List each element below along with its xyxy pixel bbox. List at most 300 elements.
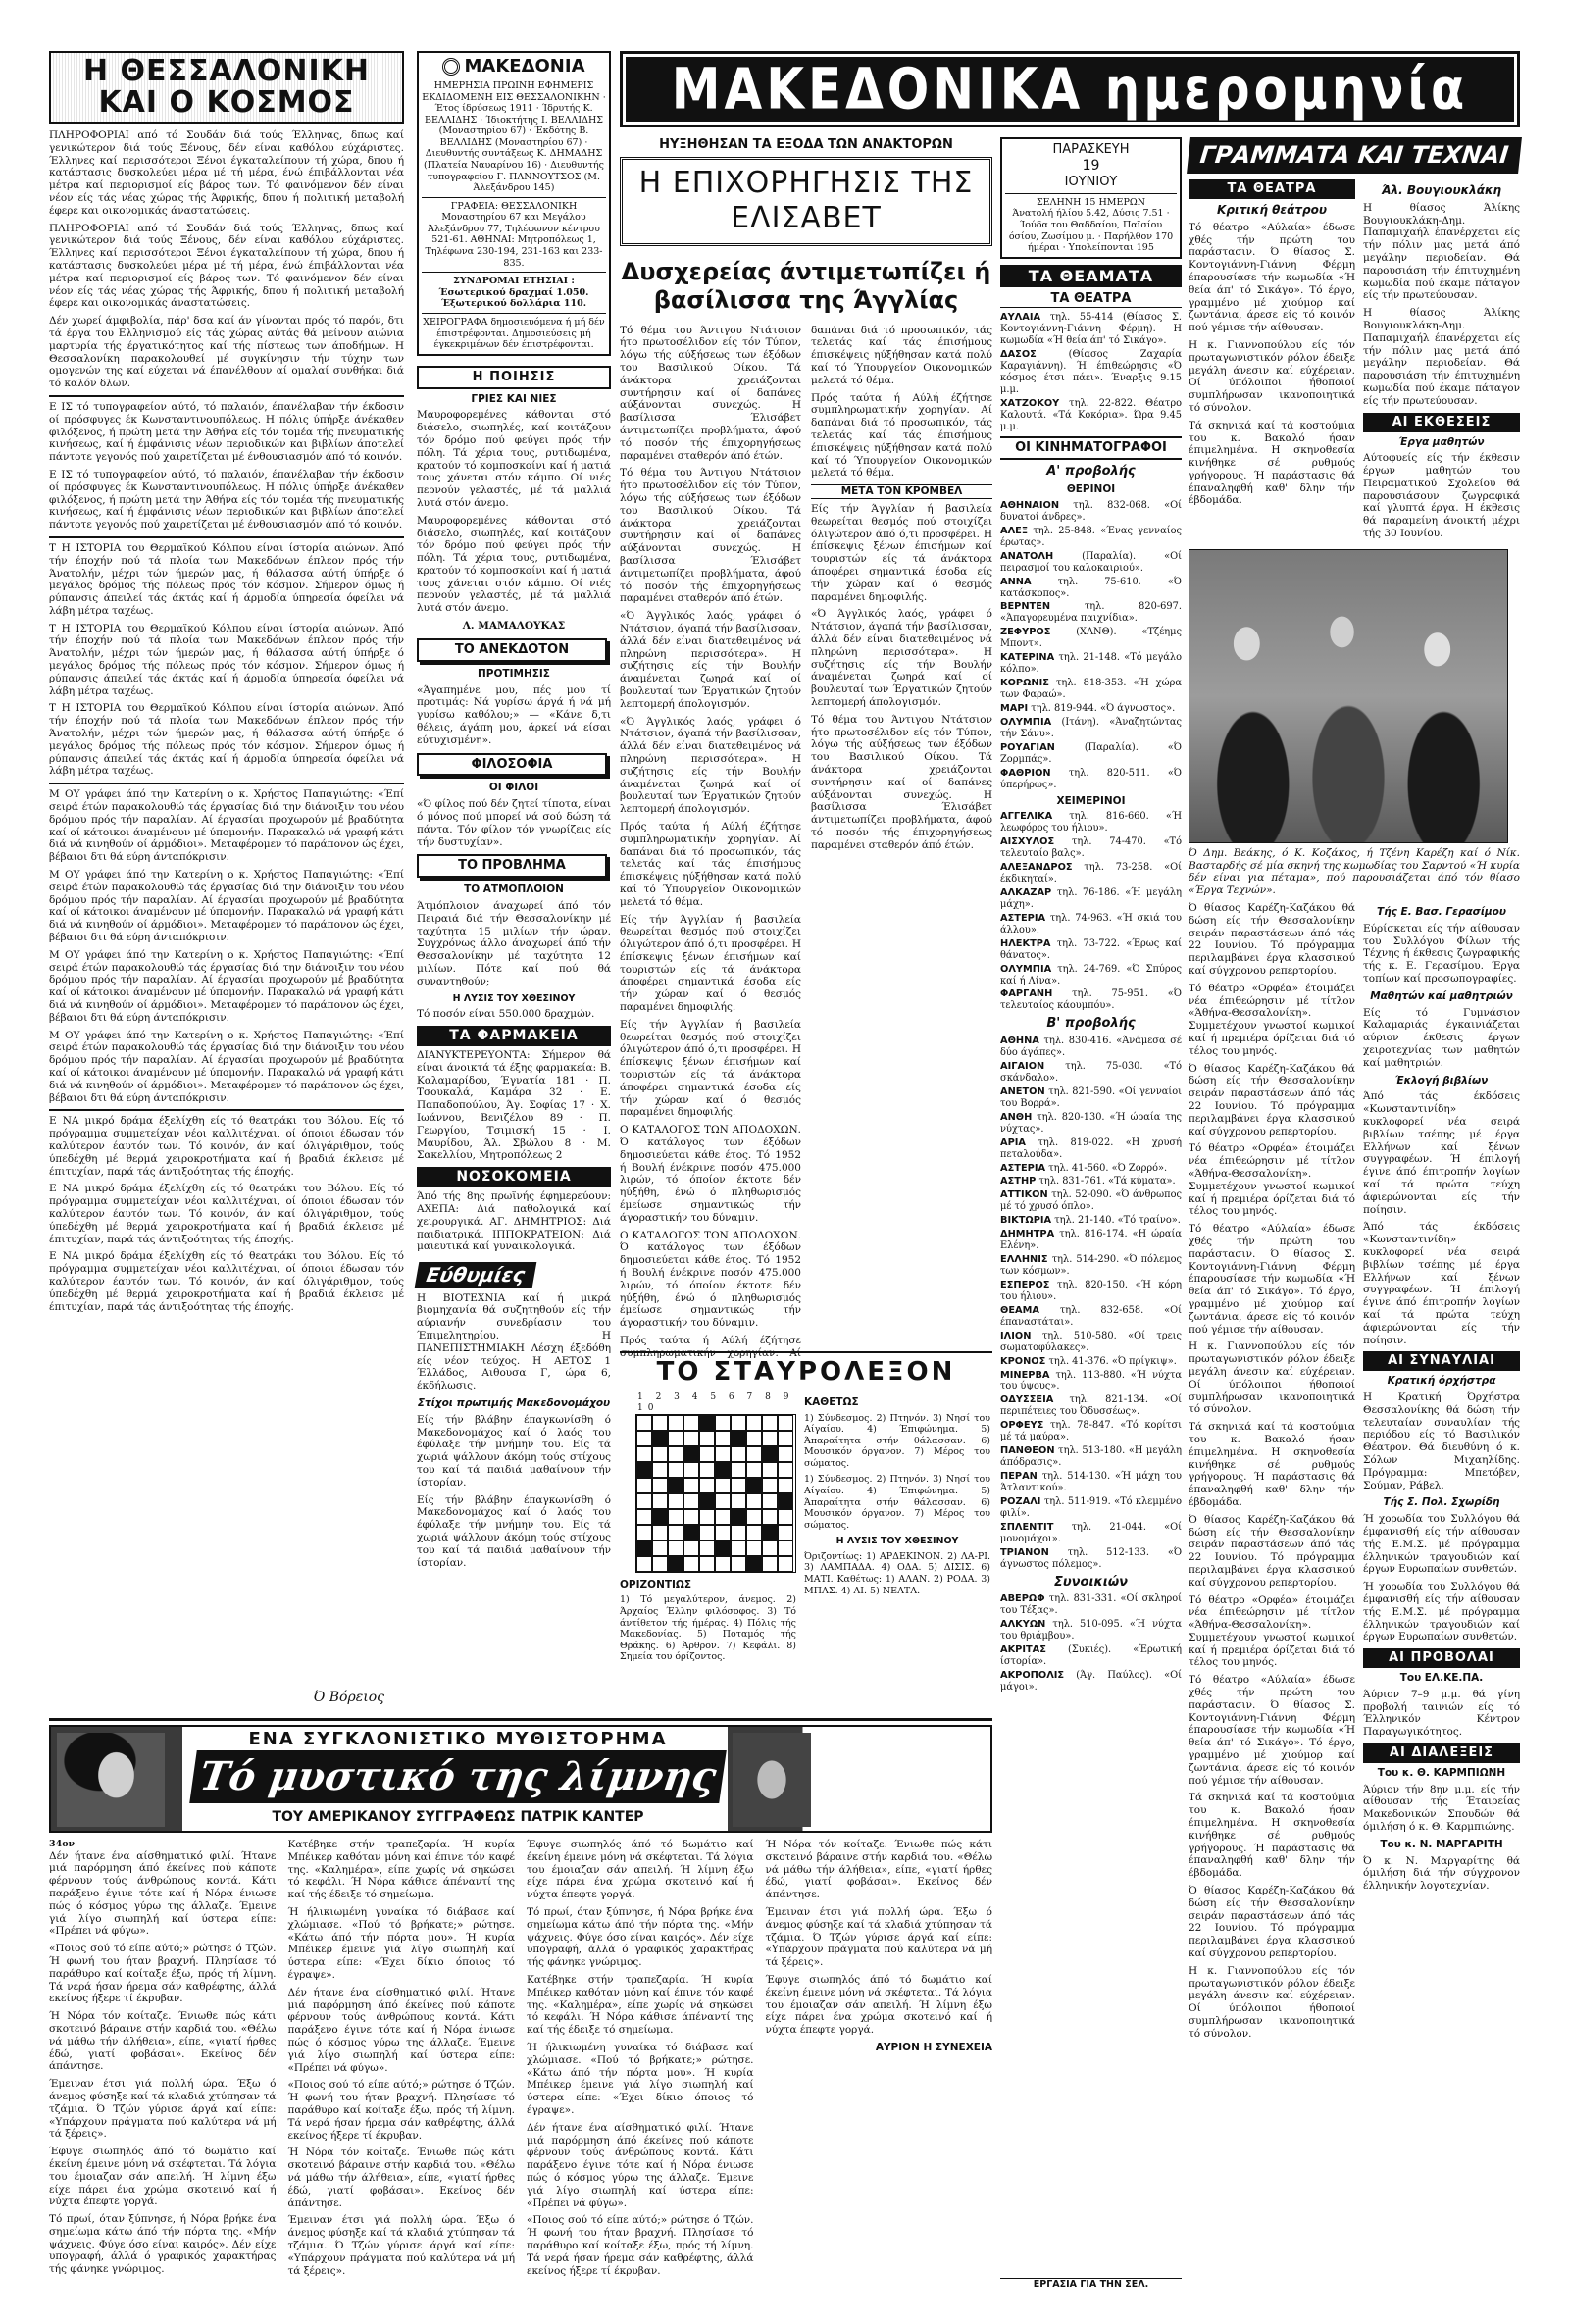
listing-text: τηλ. 832-068. «Οί δυνατοί άνδρες». (1000, 499, 1182, 523)
listing-text: τηλ. 831-331. «Οί σκληροί του Τέξας». (1000, 1593, 1182, 1617)
listing-name: ΦΑΘΡΙΟΝ (1000, 767, 1051, 779)
paragraph: Άπό τάς έκδόσεις «Κωνσταντινίδη» κυκλοφορεί νέα σειρά βιβλίων τσέπης μέ έργα Ελλήνων καί ξένων συγγραφέων. Ή έπιλογή έγινε άπό έπιτροπήν λογίων καί τά πρώτα τεύχη άφιερώνονται είς τήν ποίησιν. (1363, 1090, 1520, 1216)
paragraph: Άπό τάς έκδόσεις «Κωνσταντινίδη» κυκλοφορεί νέα σειρά βιβλίων τσέπης μέ έργα Ελλήνων καί ξένων συγγραφέων. Ή έπιλογή έγινε άπό έπιτροπήν λογίων καί τά πρώτα τεύχη άφιερώνονται είς τήν ποίησιν. (1363, 1221, 1520, 1346)
paragraph: Δέν ήτανε ένα αίσθηματικό φιλί. Ήτανε μιά παρόρμηση άπό έκείνες πού κάποτε φέρνουν τούς άνθρώπους κοντά. Κάτι παράξενο έγινε τότε καί ή Νόρα ένιωσε πώς ό κόσμος γύρω της άλλαζε. Έμεινε γιά λίγο σιωπηλή καί ύστερα είπε: «Πρέπει νά φύγω». (527, 2121, 754, 2209)
paragraph: Είς τήν Άγγλίαν ή βασιλεία θεωρείται θεσμός πού στοιχίζει όλιγώτερον άπό ό,τι προσφέρει. Η έπίσκεψις ξένων έπισήμων καί τουριστών είς τά άνάκτορα άποφέρει σημαντικά έσοδα είς τήν χώραν καί ό θεσμός παραμένει δημοφιλής. (620, 1018, 801, 1119)
crossword-grid (635, 1414, 796, 1573)
cinema-second-run: Β' προβολής (1046, 1016, 1136, 1032)
listing-item (1000, 1280, 1182, 1303)
listing-name: ΑΣΤΗΡ (1000, 1176, 1037, 1187)
paragraph: Τό θέατρο «Ορφέα» έτοιμάζει νέα έπιθεώρησιν μέ τίτλον «Άθήνα-Θεσσαλονίκη». Συμμετέχουν γνωστοί κωμικοί καί ή πρεμιέρα όρίζεται διά τό τέλος του μηνός. (1189, 982, 1355, 1057)
poet-name: Λ. ΜΑΜΑΛΟΥΚΑΣ (462, 620, 566, 632)
paragraph: «Ό Άγγλικός λαός, γράφει ό Ντάτσιον, άγαπά τήν βασίλισσαν, άλλά δέν είναι διατεθειμένος νά πληρώνη περισσότερα». Η συζήτησις είς τήν Βουλήν άναμένεται ζωηρά καί οί βουλευταί των Έργατικών ζητούν λεπτομερή άπολογισμόν. (620, 715, 801, 816)
listing-item (1000, 887, 1182, 911)
cinema-list-second (1000, 1036, 1182, 1570)
paragraph: Ό θίασος Καρέζη-Καζάκου θά δώση είς τήν Θεσσαλονίκην σειράν παραστάσεων άπό τάς 22 Ιουνίου. Τό πρόγραμμα περιλαμβάνει έργα κλασσικού καί σύγχρονου ρεπερτορίου. (1189, 1885, 1355, 1960)
queen-title: Η ΕΠΙΧΟΡΗΓΗΣΙΣ ΤΗΣ ΕΛΙΣΑΒΕΤ (620, 157, 992, 246)
verse: Είς τήν βλάβην έπαγκωνίσθη ό Μακεδονομάχος καί ό λαός του έφύλαξε τήν μνήμην του. Είς τά χωριά ψάλλουν άκόμη τούς στίχους του καί τά παιδιά μαθαίνουν τήν ίστορίαν. (417, 1413, 611, 1489)
paragraph: Κατέβηκε στήν τραπεζαρία. Ή κυρία Μπέικερ καθόταν μόνη καί έπινε τόν καφέ της. «Καλημέρα», είπε χωρίς νά σηκώσει τό κεφάλι. Ή Νόρα κάθισε άπέναντί της καί τής έδειξε τό σημείωμα. (527, 1973, 754, 2037)
poem: Μαυροφορεμένες κάθονται στό διάσελο, σιωπηλές, καί κοιτάζουν τόν δρόμο πού φεύγει πρός τήν πόλη. Τά χέρια τους, ρυτιδωμένα, κρατούν τό κομποσκοίνι καί ή ματιά τους χάνεται στόν κάμπο. Οί νιές περνούν γελαστές, μέ τά μαλλιά λυτά στόν άνεμο. (417, 514, 611, 615)
novel-portrait-man (733, 1733, 811, 1827)
listing-text: τηλ. 821-134. «Οί περιπέτειες του Όδυσσέως». (1000, 1394, 1182, 1418)
listing-text: τηλ. 76-186. «Ή μεγάλη μάχη». (1000, 886, 1182, 910)
listing-name: ΑΛΚΑΖΑΡ (1000, 886, 1052, 898)
listing-item (1000, 1547, 1182, 1571)
listing-text: τηλ. 74-963. «Ή σκιά του άλλου». (1000, 912, 1182, 935)
listing-text: (Θίασος Ζαχαρία Καραγιάννη). Ή έπιθεώρησις «Ό κόσμος έτσι πάει». Έναρξις 9.15 μ.μ. (1000, 348, 1182, 395)
listing-item (1000, 811, 1182, 834)
listing-text: τηλ. 510-580. «Οί τρεις σωματοφύλακες». (1000, 1330, 1182, 1353)
column-thessaloniki (49, 51, 404, 1708)
listing-item (1000, 1215, 1182, 1227)
title-line-1: Η ΘΕΣΣΑΛΟΝΙΚΗ (82, 54, 371, 88)
listing-text: τηλ. 113-880. «Ή νύχτα του ύψους». (1000, 1369, 1182, 1392)
cinema-list-summer (1000, 500, 1182, 791)
paragraph: ΠΛΗΡΟΦΟΡΙΑΙ από τό Σουδάν διά τούς Έλληνας, δπως καί γενικώτερον διά τούς Ξένους, δέν είναι καθόλου εύχάριστες. Έλληνες καί περισσότεροι Ξένοι έγκαταλείπουν τή χώρα, δπου ή κατάστασις δυσκολεύει μέρα μέ τή μέρα, ένώ έπιβάλλονται νέα μέτρα καί περιορισμοί είς βάρος των. Τό φαινόμενον δέν είναι νέον είς τάς νέας χώρας τής Άφρικής, δπου ή πολιτική μεταβολή έφερε και οικονομικάς άναστατώσεις. (49, 129, 404, 217)
listing-text: τηλ. 830-416. «Άνάμεσα σέ δύο άγάπες». (1000, 1036, 1182, 1059)
listing-name: ΑΒΕΡΩΦ (1000, 1593, 1045, 1605)
paragraph: Ε ΝΑ μικρό δράμα έξελίχθη είς τό θεατράκι του Βόλου. Είς τό πρόγραμμα συμμετείχαν νέοι καλλιτέχναι, οί όποιοι έδωσαν τόν καλύτερον έαυτόν των. Τό κοινόν, άν καί όλιγάριθμον, τούς ύπεδέχθη μέ θερμά χειροκροτήματα καί ή βραδιά έκλεισε μέ έπιτυχίαν, παρά τάς άντιξοότητας τής έποχής. (49, 1115, 404, 1178)
listing-name: ΑΛΕΞΑΝΔΡΟΣ (1000, 862, 1073, 874)
paragraph: Τά σκηνικά καί τά κοστούμια του κ. Βακαλό ήσαν έπιμελημένα. Η σκηνοθεσία κινήθηκε σέ ρυθμούς γρήγορους. Ή παράστασις θά έπαναληφθή καθ' δλην τήν έβδομάδα. (1189, 1421, 1355, 1508)
listing-text: (Παραλία). «Ό Ζορμπάς». (1000, 741, 1182, 765)
listing-item (1000, 742, 1182, 766)
listing-item (1000, 1394, 1182, 1418)
listing-name: ΣΠΛΕΝΤΙΤ (1000, 1521, 1054, 1533)
date-weekday: ΠΑΡΑΣΚΕΥΗ (1052, 142, 1130, 157)
listing-item (1000, 1644, 1182, 1668)
listing-item (1000, 768, 1182, 791)
listing-name: ΙΛΙΟΝ (1000, 1330, 1032, 1341)
problem-answer: Τό ποσόν είναι 550.000 δραχμών. (417, 1008, 595, 1021)
listing-item (1000, 1331, 1182, 1354)
listing-item (1000, 1496, 1182, 1520)
listing-text: τηλ. 816-660. «Ή λεωφόρος του ήλιου». (1000, 811, 1182, 834)
paragraph: Κατέβηκε στήν τραπεζαρία. Ή κυρία Μπέικερ καθόταν μόνη καί έπινε τόν καφέ της. «Καλημέρα», είπε χωρίς νά σηκώσει τό κεφάλι. Ή Νόρα κάθισε άπέναντί της καί τής έδειξε τό σημείωμα. (287, 1839, 515, 1901)
paragraph: Δέν χωρεί άμφιβολία, πάρ' δσα καί άν γίνονται πρός τό παρόν, δτι τά έργα του Ελληνισμού είς τάς χώρας αύτάς θά μείνουν αιώνια μαρτυρία τής έργατικότητος καί τής πίστεως των άποδήμων. Η Θεσσαλονίκη παρακολουθεί μέ συγκίνησιν τήν τύχην των ομογενών της καί εύχεται νά έπανέλθουν αί ομαλαί συνθήκαι διά τό καλόν δλων. (49, 315, 404, 390)
exhibition-title: Έργα μαθητών (1398, 435, 1485, 448)
theaters-list (1000, 312, 1182, 432)
poem: Μαυροφορεμένες κάθονται στό διάσελο, σιωπηλές, καί κοιτάζουν τόν δρόμο πού φεύγει πρός τήν πόλη. Τά χέρια τους, ρυτιδωμένα, κρατούν τό κομποσκοίνι καί ή ματιά τους χάνεται στόν κάμπο. Οί νιές περνούν γελαστές, μέ τά μαλλιά λυτά στόν άνεμο. (417, 409, 611, 509)
paragraph: Έφυγε σιωπηλός άπό τό δωμάτιο καί έκείνη έμεινε μόνη νά σκέφτεται. Τά λόγια του έμοιαζαν σάν απειλή. Ή λίμνη έξω είχε πάρει ένα χρώμα σκοτεινό καί ή νύχτα έπεφτε γοργά. (765, 1973, 992, 2037)
moon-info: ΣΕΛΗΝΗ 15 ΗΜΕΡΩΝ (1036, 196, 1146, 208)
listing-item (1000, 551, 1182, 575)
paragraph: Μ ΟΥ γράφει άπό την Κατερίνη ο κ. Χρήστος Παπαγιώτης: «Έπί σειρά έτών παρακολουθώ τάς έργασίας διά την διάνοιξιν του νέου δρόμου πρός τήν παραλίαν. Αί έργασίαι προχωρούν μέ βραδύτητα καί οί κάτοικοι άναμένουν μέ ύπομονήν. Παρακαλώ νά γραφή κάτι διά νά κινηθούν οί άρμόδιοι». Μεταφέρομεν τό παράπονον ώς έχει, βέβαιοι δτι θά εύρη άνταπόκρισιν. (49, 948, 404, 1024)
listing-item (1000, 1254, 1182, 1278)
cinema-summer: ΘΕΡΙΝΟΙ (1066, 483, 1116, 496)
paragraph: Ε ΝΑ μικρό δράμα έξελίχθη είς τό θεατράκι του Βόλου. Είς τό πρόγραμμα συμμετείχαν νέοι καλλιτέχναι, οί όποιοι έδωσαν τόν καλύτερον έαυτόν των. Τό κοινόν, άν καί όλιγάριθμον, τούς ύπεδέχθη μέ θερμά χειροκροτήματα καί ή βραδιά έκλεισε μέ έπιτυχίαν, παρά τάς άντιξοότητας τής έποχής. (49, 1250, 404, 1313)
listing-text: τηλ. 78-847. «Τό κορίτσι μέ τά μαύρα». (1000, 1420, 1182, 1443)
paragraph: Ή Νόρα τόν κοίταζε. Ένιωθε πώς κάτι σκοτεινό βάραινε στήν καρδιά του. «Θέλω νά μάθω τήν άλήθεια», είπε, «γιατί ήρθες έδώ, γιατί φοβάσαι». Εκείνος δέν άπάντησε. (765, 1839, 992, 1901)
crossword-across: 1) Τό μεγαλύτερον, άνεμος. 2) Άρχαίος Έλλην φιλόσοφος. 3) Τό άντίθετον τής ήμέρας. 4) Πόλις τής Μακεδονίας. 5) Ποταμός τής Θράκης. 6) Άρθρον. 7) Κεφάλι. 8) Σημεία του όρίζοντος. (620, 1594, 796, 1663)
paragraph: Δέν ήτανε ένα αίσθηματικό φιλί. Ήτανε μιά παρόρμηση άπό έκείνες πού κάποτε φέρνουν τούς άνθρώπους κοντά. Κάτι παράξενο έγινε τότε καί ή Νόρα ένιωσε πώς ό κόσμος γύρω της άλλαζε. Έμεινε γιά λίγο σιωπηλή καί ύστερα είπε: «Πρέπει νά φύγω». (49, 1849, 277, 1938)
paragraph: Η κ. Γιαννοπούλου είς τόν πρωταγωνιστικόν ρόλον έδειξε μεγάλη άνεσιν καί εύχέρειαν. Οί ύπόλοιποι ήθοποιοί συμπλήρωσαν ικανοποιητικά τό σύνολον. (1189, 1964, 1355, 2040)
shows-footer: ΕΡΓΑΣΙΑ ΓΙΑ ΤΗΝ ΣΕΛ. (1000, 2278, 1182, 2291)
paragraph: Τό θέμα του Άντιγου Ντάτσιον ήτο πρωτοσέλιδον είς τόν Τύπον, λόγω τής αύξήσεως των έξόδων του Βασιλικού Οίκου. Τά άνάκτορα χρειάζονται συντήρησιν καί οί δαπάνες αύξάνονται συνεχώς. Η βασίλισσα Έλισάβετ άντιμετωπίζει προβλήματα, άφού τό ποσόν τής έπιχορηγήσεως παραμένει σταθερόν άπό έτών. (811, 713, 992, 851)
paragraph: Άύριον 7–9 μ.μ. θά γίνη προβολή ταινιών είς τό Έλληνικόν Κέντρον Παραγωγικότητος. (1363, 1688, 1520, 1739)
paragraph: Η θίασος Άλίκης Βουγιουκλάκη-Δημ. Παπαμιχαήλ έπανέρχεται είς τήν πόλιν μας μετά άπό μεγάλην περιοδείαν. Θά παρουσιάση τήν έπιτυχημένη κωμωδία πού έκαμε πάταγον είς τήν πρωτεύουσαν. (1363, 307, 1520, 407)
paragraph: Εύρίσκεται είς τήν αίθουσαν του Συλλόγου Φίλων τής Τέχνης ή έκθεσις ζωγραφικής τής κ. Ε. Γερασίμου. Έργα τοπίων καί προσωπογραφίες. (1363, 922, 1520, 985)
paragraph: Μ ΟΥ γράφει άπό την Κατερίνη ο κ. Χρήστος Παπαγιώτης: «Έπί σειρά έτών παρακολουθώ τάς έργασίας διά την διάνοιξιν του νέου δρόμου πρός τήν παραλίαν. Αί έργασίαι προχωρούν μέ βραδύτητα καί οί κάτοικοι άναμένουν μέ ύπομονήν. Παρακαλώ νά γραφή κάτι διά νά κινηθούν οί άρμόδιοι». Μεταφέρομεν τό παράπονον ώς έχει, βέβαιοι δτι θά εύρη άνταπόκρισιν. (49, 1029, 404, 1104)
paragraph: Τό θέατρο «Αύλαία» έδωσε χθές τήν πρώτη του παράστασιν. Ό θίασος Σ. Κοντογιάννη-Γιάννη Φέρμη έπαρουσίασε τήν κωμωδία «Ή θεία άπ' τό Σικάγο». Τό έργο, γραμμένο μέ χιούμορ καί ζωντάνια, άρεσε είς τό κοινόν πού γέμισε τήν αίθουσαν. (1189, 1674, 1355, 1787)
theater-scene-photo (1189, 549, 1508, 843)
paper-info: ΗΜΕΡΗΣΙΑ ΠΡΩΙΝΗ ΕΦΗΜΕΡΙΣ ΕΚΔΙΔΟΜΕΝΗ ΕΙΣ ΘΕΣΣΑΛΟΝΙΚΗΝ · Έτος ίδρύσεως 1911 · Ίδρυτής Κ. ΒΕΛΛΙΔΗΣ · Ίδιοκτήτης Ι. ΒΕΛΛΙΔΗΣ (Μοναστηρίου 67) · Έκδότης Β. ΒΕΛΛΙΔΗΣ (Μοναστηρίου 67) · Διευθυντής συντάξεως Κ. ΔΗΜΑΔΗΣ (Πλατεία Ναυαρίνου 16) · Διευθυντής τυπογραφείου Γ. ΠΑΝΝΟΥΤΣΟΣ (Μ. Άλεξάνδρου 145) (422, 79, 606, 194)
paragraph: Ε ΙΣ τό τυπογραφείον αύτό, τό παλαιόν, έπανέλαβαν τήν έκδοσιν οί πρόσφυγες έκ Κωνσταντινουπόλεως. Η πόλις ύπήρξε άνέκαθεν φιλόξενος, ή πρώτη μετά την Άθήνα είς τόν τομέα τής πνευματικής κινήσεως, καί ή έμφάνισις νέων περιοδικών και βιβλίων άποτελεί πάντοτε γεγονός πού χαιρετίζεται μέ ένθουσιασμόν άπό τό κοινόν. (49, 468, 404, 531)
paragraph: Τό θέατρο «Ορφέα» έτοιμάζει νέα έπιθεώρησιν μέ τίτλον «Άθήνα-Θεσσαλονίκη». Συμμετέχουν γνωστοί κωμικοί καί ή πρεμιέρα όρίζεται διά τό τέλος του μηνός. (1189, 1142, 1355, 1218)
verse: Είς τήν βλάβην έπαγκωνίσθη ό Μακεδονομάχος καί ό λαός του έφύλαξε τήν μνήμην του. Είς τά χωριά ψάλλουν άκόμη τούς στίχους του καί τά παιδιά μαθαίνουν τήν ίστορίαν. (417, 1493, 611, 1569)
listing-text: τηλ. 820-511. «Ό ύπερήρως». (1000, 767, 1182, 790)
listing-text: τηλ. 511-919. «Τό κλεμμένο φιλί». (1000, 1495, 1182, 1519)
listing-name: ΕΣΠΕΡΟΣ (1000, 1279, 1050, 1290)
listing-name: ΡΟΖΑΛΙ (1000, 1495, 1041, 1507)
sun-emblem-icon (442, 58, 460, 76)
paragraph: «Ό Άγγλικός λαός, γράφει ό Ντάτσιον, άγαπά τήν βασίλισσαν, άλλά δέν είναι διατεθειμένος νά πληρώνη περισσότερα». Η συζήτησις είς τήν Βουλήν άναμένεται ζωηρά καί οί βουλευταί των Έργατικών ζητούν λεπτομερή άπολογισμόν. (620, 610, 801, 710)
paragraph: «Ό Άγγλικός λαός, γράφει ό Ντάτσιον, άγαπά τήν βασίλισσαν, άλλά δέν είναι διατεθειμένος νά πληρώνη περισσότερα». Η συζήτησις είς τήν Βουλήν άναμένεται ζωηρά καί οί βουλευταί των Έργατικών ζητούν λεπτομερή άπολογισμόν. (811, 608, 992, 708)
problem-title: ΤΟ ΑΤΜΟΠΛΟΙΟΝ (464, 884, 564, 896)
queen-headline: Δυσχερείας άντιμετωπίζει ή βασίλισσα της Άγγλίας (621, 258, 991, 314)
concert-title: Κρατική όρχήστρα (1387, 1375, 1496, 1388)
listing-name: ΑΝΑΤΟΛΗ (1000, 550, 1054, 562)
cinema-list-neighborhood (1000, 1593, 1182, 1693)
listing-name: ΑΘΗΝΑ (1000, 1036, 1039, 1047)
listing-text: τηλ. 514-130. «Ή μάχη του Άτλαντικού». (1000, 1471, 1182, 1493)
listing-name: ΕΛΛΗΝΙΣ (1000, 1254, 1048, 1266)
listing-text: τηλ. 21-148. «Τό μεγάλο κόλπο». (1000, 652, 1182, 676)
listing-text: τηλ. 55-414 (Θίασος Σ. Κοντογιάννη-Γιάννη Φέρμη). Η κωμωδία «Ή θεία άπ' τό Σικάγο». (1000, 312, 1182, 346)
crossword (620, 1351, 992, 1709)
section-banner-title: ΜΑΚΕΔΟΝΙΚΑ ημερομηνία (671, 56, 1469, 122)
date-day: 19 (1082, 157, 1100, 174)
listing-text: τηλ. 21-140. «Τό τραίνο». (1054, 1215, 1181, 1227)
listing-name: ΜΑΡΙ (1000, 702, 1029, 714)
philosophy-title: ΟΙ ΦΙΛΟΙ (488, 782, 539, 794)
listing-item (1000, 862, 1182, 885)
cinema-list-winter (1000, 811, 1182, 1012)
listing-text: τηλ. 22-822. Θέατρο Καλουτά. «Τά Κοκόρια». Ώρα 9.45 μ.μ. (1000, 397, 1182, 432)
listing-item (1000, 652, 1182, 676)
paper-subscriptions: ΣΥΝΔΡΟΜΑΙ ΕΤΗΣΙΑΙ : Έσωτερικού δραχμαί 1.050. Έξωτερικού δολλάρια 110. (438, 276, 589, 310)
arts-theater-heading: ΤΑ ΘΕΑΤΡΑ (1189, 179, 1355, 199)
section-banner (620, 51, 1520, 127)
listing-item (1000, 398, 1182, 433)
listing-item (1000, 964, 1182, 987)
paragraph: Έφυγε σιωπηλός άπό τό δωμάτιο καί έκείνη έμεινε μόνη νά σκέφτεται. Τά λόγια του έμοιαζαν σάν απειλή. Ή λίμνη έξω είχε πάρει ένα χρώμα σκοτεινό καί ή νύχτα έπεφτε γοργά. (49, 2146, 277, 2208)
paragraph: Πρός ταύτα ή Αύλή έζήτησε συμπληρωματικήν χορηγίαν. Αί δαπάναι διά τό προσωπικόν, τάς τελετάς καί τάς έπισήμους έπισκέψεις ηύξήθησαν κατά πολύ καί τό Ύπουργείον Οικονομικών μελετά τό θέμα. (620, 820, 801, 908)
listing-text: τηλ. 74-470. «Τό τελευταίο βαλς». (1000, 836, 1182, 860)
listing-name: ΖΕΦΥΡΟΣ (1000, 627, 1051, 638)
queen-caption: ΜΕΤΑ ΤΟΝ ΚΡΟΜΒΕΛ (811, 484, 992, 499)
paragraph: Ή χορωδία του Συλλόγου θά έμφανισθή είς τήν αίθουσαν τής Ε.Μ.Σ. μέ πρόγραμμα έλληνικών τραγουδιών καί έργων Ευρωπαίων συνθετών. (1363, 1581, 1520, 1643)
listing-item (1000, 349, 1182, 396)
listing-name: ΟΛΥΜΠΙΑ (1000, 963, 1052, 975)
paragraph: Ο ΚΑΤΑΛΟΓΟΣ ΤΩΝ ΑΠΟΔΟΧΩΝ. Ό κατάλογος των έξόδων δημοσιεύεται κάθε έτος. Τό 1952 ή Βουλή ένέκρινε ποσόν 475.000 λιρών, τό όποίον έκτοτε δέν ηύξήθη, ένώ ό πληθωρισμός έμείωσε σημαντικώς τήν άγοραστικήν του δύναμιν. (620, 1229, 801, 1330)
paragraph: Τ Η ΙΣΤΟΡΙΑ του Θερμαϊκού Κόλπου είναι ίστορία αιώνων. Άπό τήν έποχήν πού τά πλοία των Μακεδόνων έπλεον πρός τήν Άνατολήν, μέχρι τών ήμερών μας, ή θάλασσα αύτή ύπήρξε ό μεγάλος δρόμος τής πόλεως πρός τόν κόσμον. Σήμερον όμως ή ρύπανσις άπειλεί τάς άκτάς καί ή άρμοδία ύπηρεσία όφείλει νά λάβη μέτρα ταχέως. (49, 541, 404, 617)
listing-text: (Ιτάνη). «Άναζητώντας τήν Σάνυ». (1000, 716, 1182, 739)
column-arts (1189, 137, 1520, 2295)
listing-name: ΡΟΥΑΓΙΑΝ (1000, 741, 1055, 753)
listing-item (1000, 312, 1182, 347)
paragraph: Ή Νόρα τόν κοίταζε. Ένιωθε πώς κάτι σκοτεινό βάραινε στήν καρδιά του. «Θέλω νά μάθω τήν άλήθεια», είπε, «γιατί ήρθες έδώ, γιατί φοβάσαι». Εκείνος δέν άπάντησε. (49, 2010, 277, 2073)
listing-name: ΑΙΣΧΥΛΟΣ (1000, 836, 1055, 848)
crossword-across-heading: ΟΡΙΖΟΝΤΙΩΣ (620, 1578, 692, 1591)
listing-name: ΟΔΥΣΣΕΙΑ (1000, 1394, 1054, 1406)
novel-serial (49, 1718, 992, 2297)
lecture-2-title: Του κ. Ν. ΜΑΡΓΑΡΙΤΗ (1380, 1838, 1503, 1850)
anecdote-heading: ΤΟ ΑΝΕΚΔΟΤΟΝ (417, 638, 607, 662)
listing-item (1000, 1445, 1182, 1469)
column-shows (1000, 137, 1182, 2295)
listing-name: ΑΣΤΕΡΙΑ (1000, 912, 1046, 924)
problem-answer-heading: Η ΛΥΣΙΣ ΤΟΥ ΧΘΕΣΙΝΟΥ (452, 992, 576, 1004)
novel-byline: ΤΟΥ ΑΜΕΡΙΚΑΝΟΥ ΣΥΓΓΡΑΦΕΩΣ ΠΑΤΡΙΚ ΚΑΝΤΕΡ (272, 1809, 644, 1825)
column-masthead-info (417, 51, 611, 1708)
listing-item (1000, 526, 1182, 549)
listing-text: τηλ. 75-951. «Ό τελευταίος κάουμπόυ». (1000, 988, 1182, 1012)
listing-item (1000, 1137, 1182, 1161)
listing-text: τηλ. 819-022. «Η χρυσή πεταλούδα». (1000, 1137, 1182, 1160)
exhibitions-heading: ΑΙ ΕΚΘΕΣΕΙΣ (1363, 413, 1520, 432)
paragraph: «Ποιος σού τό είπε αύτό;» ρώτησε ό Τζών. Ή φωνή του ήταν βραχνή. Πλησίασε τό παράθυρο καί κοίταξε έξω, πρός τή λίμνη. Τά νερά ήσαν ήρεμα σάν καθρέφτης, άλλά εκείνος ήξερε τί έκρυβαν. (287, 2079, 515, 2142)
cinema-first-run: Α' προβολής (1046, 464, 1136, 480)
listing-name: ΑΘΗΝΑΙΟΝ (1000, 499, 1060, 511)
listing-name: ΟΛΥΜΠΙΑ (1000, 716, 1052, 728)
listing-item (1000, 1471, 1182, 1494)
listing-text: τηλ. 819-944. «Ό άγνωστος». (1031, 702, 1176, 714)
listing-name: ΑΙΓΑΙΟΝ (1000, 1061, 1045, 1073)
listing-text: τηλ. 75-030. «Τό σκάνδαλο». (1000, 1061, 1182, 1084)
listing-text: τηλ. 21-044. «Οί μονομάχοι». (1000, 1521, 1182, 1544)
queen-kicker: ΗΥΞΗΘΗΣΑΝ ΤΑ ΕΞΟΔΑ ΤΩΝ ΑΝΑΚΤΟΡΩΝ (659, 137, 953, 152)
listing-item (1000, 1593, 1182, 1617)
philosophy-heading: ΦΙΛΟΣΟΦΙΑ (417, 753, 607, 777)
listing-text: τηλ. 24-769. «Ό Σπύρος καί ή Λίνα». (1000, 963, 1182, 986)
paragraph: Τό θέατρο «Αύλαία» έδωσε χθές τήν πρώτη του παράστασιν. Ό θίασος Σ. Κοντογιάννη-Γιάννη Φέρμη έπαρουσίασε τήν κωμωδία «Ή θεία άπ' τό Σικάγο». Τό έργο, γραμμένο μέ χιούμορ καί ζωντάνια, άρεσε είς τό κοινόν πού γέμισε τήν αίθουσαν. (1189, 1223, 1355, 1336)
paragraph: Τό πρωί, όταν ξύπνησε, ή Νόρα βρήκε ένα σημείωμα κάτω άπό τήν πόρτα της. «Μήν ψάχνεις. Φύγε όσο είναι καιρός». Δέν είχε υπογραφή, άλλά ό γραφικός χαρακτήρας τής φάνηκε γνώριμος. (527, 1905, 754, 1969)
cinema-neighborhood: Συνοικιών (1054, 1574, 1128, 1590)
listing-name: ΑΝΕΤΟΝ (1000, 1086, 1045, 1097)
listing-name: ΠΑΝΘΕΟΝ (1000, 1445, 1055, 1457)
paragraph: Μ ΟΥ γράφει άπό την Κατερίνη ο κ. Χρήστος Παπαγιώτης: «Έπί σειρά έτών παρακολουθώ τάς έργασίας διά την διάνοιξιν του νέου δρόμου πρός τήν παραλίαν. Αί έργασίαι προχωρούν μέ βραδύτητα καί οί κάτοικοι άναμένουν μέ ύπομονήν. Παρακαλώ νά γραφή κάτι διά νά κινηθούν οί άρμόδιοι». Μεταφέρομεν τό παράπονον ώς έχει, βέβαιοι δτι θά εύρη άνταπόκρισιν. (49, 869, 404, 944)
paper-info-box (417, 51, 611, 356)
paragraph: Τό θέατρο «Αύλαία» έδωσε χθές τήν πρώτη του παράστασιν. Ό θίασος Σ. Κοντογιάννη-Γιάννη Φέρμη έπαρουσίασε τήν κωμωδία «Ή θεία άπ' τό Σικάγο». Τό έργο, γραμμένο μέ χιούμορ καί ζωντάνια, άρεσε είς τό κοινόν πού γέμισε τήν αίθουσαν. (1189, 221, 1355, 334)
listing-item (1000, 703, 1182, 715)
crossword-answer-heading: Η ΛΥΣΙΣ ΤΟΥ ΧΘΕΣΙΝΟΥ (835, 1536, 959, 1547)
listing-name: ΧΑΤΖΟΚΟΥ (1000, 397, 1060, 409)
listing-name: ΟΡΦΕΥΣ (1000, 1420, 1044, 1432)
paragraph: «Ποιος σού τό είπε αύτό;» ρώτησε ό Τζών. Ή φωνή του ήταν βραχνή. Πλησίασε τό παράθυρο καί κοίταξε έξω, πρός τή λίμνη. Τά νερά ήσαν ήρεμα σάν καθρέφτης, άλλά εκείνος ήξερε τί έκρυβαν. (49, 1943, 277, 2005)
paragraph: Ή ήλικιωμένη γυναίκα τό διάβασε καί χλώμιασε. «Πού τό βρήκατε;» ρώτησε. «Κάτω άπό τήν πόρτα μου». Ή κυρία Μπέικερ έμεινε γιά λίγο σιωπηλή καί ύστερα είπε: «Έχει δίκιο όποιος τό έγραψε». (527, 2041, 754, 2116)
anecdote: «Άγαπημένε μου, πές μου τί προτιμάς: Νά γυρίσω άργά ή νά μή γυρίσω καθόλου;» — «Κάνε δ,τι θέλεις, άγάπη μου, άρκεί νά είσαι εύτυχισμένη». (417, 683, 611, 746)
listing-text: τηλ. 832-658. «Οί έπαναστάται». (1000, 1304, 1182, 1328)
listing-name: ΠΕΡΑΝ (1000, 1471, 1038, 1483)
listing-item (1000, 577, 1182, 600)
listing-name: ΑΝΘΗ (1000, 1111, 1033, 1123)
listing-text: τηλ. 75-610. «Ό κατάσκοπος». (1000, 576, 1182, 599)
shows-heading: ΤΑ ΘΕΑΜΑΤΑ (1000, 265, 1182, 288)
novel-banner (49, 1725, 992, 1833)
listing-item (1000, 1619, 1182, 1642)
paragraph: Ή Νόρα τόν κοίταζε. Ένιωθε πώς κάτι σκοτεινό βάραινε στήν καρδιά του. «Θέλω νά μάθω τήν άλήθεια», είπε, «γιατί ήρθες έδώ, γιατί φοβάσαι». Εκείνος δέν άπάντησε. (287, 2147, 515, 2209)
listing-text: τηλ. 820-697. «Άπαγορευμένα παιχνίδια». (1000, 601, 1182, 625)
listing-name: ΔΗΜΗΤΡΑ (1000, 1229, 1055, 1240)
lectures-heading: ΑΙ ΔΙΑΛΕΞΕΙΣ (1363, 1743, 1520, 1763)
pharmacy: ΔΙΑΝΥΚΤΕΡΕΥΟΝΤΑ: Σήμερον θά είναι άνοικτά τά έξης φαρμακεία: Β. Καλαμαρίδου, Έγνατία 181 · Π. Τσουκαλά, Καμάρα 32 · Ε. Παπαδοπούλου, Άγ. Σοφίας 17 · Χ. Ιωάννου, Βενιζέλου 89 · Π. Γεωργίου, Τσιμισκή 15 · Ι. Μαυρίδου, Άλ. Σβώλου 8 · Μ. Σακελλίου, Μητροπόλεως 2 (417, 1049, 611, 1162)
paragraph: Τό πρωί, όταν ξύπνησε, ή Νόρα βρήκε ένα σημείωμα κάτω άπό τήν πόρτα της. «Μήν ψάχνεις. Φύγε όσο είναι καιρός». Δέν είχε υπογραφή, άλλά ό γραφικός χαρακτήρας τής φάνηκε γνώριμος. (49, 2213, 277, 2276)
paragraph: Είς τήν Άγγλίαν ή βασιλεία θεωρείται θεσμός πού στοιχίζει όλιγώτερον άπό ό,τι προσφέρει. Η έπίσκεψις ξένων έπισήμων καί τουριστών είς τά άνάκτορα άποφέρει σημαντικά έσοδα είς τήν χώραν καί ό θεσμός παραμένει δημοφιλής. (811, 503, 992, 603)
listing-text: τηλ. 831-761. «Τά κύματα». (1038, 1176, 1176, 1187)
listing-name: ΔΑΣΟΣ (1000, 348, 1037, 360)
listing-name: ΚΡΟΝΟΣ (1000, 1355, 1046, 1367)
paragraph: Η κ. Γιαννοπούλου είς τόν πρωταγωνιστικόν ρόλον έδειξε μεγάλη άνεσιν καί εύχέρειαν. Οί ύπόλοιποι ήθοποιοί συμπλήρωσαν ικανοποιητικά τό σύνολον. (1189, 338, 1355, 414)
paragraph: Έφυγε σιωπηλός άπό τό δωμάτιο καί έκείνη έμεινε μόνη νά σκέφτεται. Τά λόγια του έμοιαζαν σάν απειλή. Ή λίμνη έξω είχε πάρει ένα χρώμα σκοτεινό καί ή νύχτα έπεφτε γοργά. (527, 1839, 754, 1901)
listing-item (1000, 1420, 1182, 1443)
paragraph: Ό κ. Ν. Μαργαρίτης θά όμιλήση διά τήν σύγχρονον έλληνικήν λογοτεχνίαν. (1363, 1854, 1520, 1893)
listing-text: τηλ. 73-258. «Οί έκδικηταί». (1000, 862, 1182, 884)
crossword-numbers: 1 2 3 4 5 6 7 8 9 10 (637, 1391, 794, 1413)
listing-item (1000, 1163, 1182, 1175)
listing-text: τηλ. 41-560. «Ό Ζορρό». (1048, 1162, 1168, 1174)
paragraph: Είς τό Γυμνάσιον Καλαμαριάς έγκαινιάζεται αύριον έκθεσις έργων χειροτεχνίας των μαθητών καί μαθητριών. (1363, 1006, 1520, 1069)
listing-text: (Παραλία). «Οί πειρασμοί του καλοκαιριού». (1000, 550, 1182, 574)
crossword-down: 1) Σύνδεσμος. 2) Πτηνόν. 3) Νησί του Αίγαίου. 4) Έπιφώνημα. 5) Άπαραίτητα στήν θάλασσαν. 6) Μουσικόν όργανον. 7) Μέρος του σώματος. (804, 1412, 990, 1469)
paragraph: Τ Η ΙΣΤΟΡΙΑ του Θερμαϊκού Κόλπου είναι ίστορία αιώνων. Άπό τήν έποχήν πού τά πλοία των Μακεδόνων έπλεον πρός τήν Άνατολήν, μέχρι τών ήμερών μας, ή θάλασσα αύτή ύπήρξε ό μεγάλος δρόμος τής πόλεως πρός τόν κόσμον. Σήμερον όμως ή ρύπανσις άπειλεί τάς άκτάς καί ή άρμοδία ύπηρεσία όφείλει νά λάβη μέτρα ταχέως. (49, 702, 404, 778)
listing-item (1000, 1522, 1182, 1545)
listing-item (1000, 601, 1182, 625)
listing-item (1000, 500, 1182, 524)
paragraph: Τ Η ΙΣΤΟΡΙΑ του Θερμαϊκού Κόλπου είναι ίστορία αιώνων. Άπό τήν έποχήν πού τά πλοία των Μακεδόνων έπλεον πρός τήν Άνατολήν, μέχρι τών ήμερών μας, ή θάλασσα αύτή ύπήρξε ό μεγάλος δρόμος τής πόλεως πρός τόν κόσμον. Σήμερον όμως ή ρύπανσις άπειλεί τάς άκτάς καί ή άρμοδία ύπηρεσία όφείλει νά λάβη μέτρα ταχέως. (49, 622, 404, 697)
arts-heading: ΓΡΑΜΜΑΤΑ ΚΑΙ ΤΕΧΝΑΙ (1187, 137, 1522, 174)
signature: Ό Βόρειος (313, 1689, 384, 1705)
paragraph: Τά σκηνικά καί τά κοστούμια του κ. Βακαλό ήσαν έπιμελημένα. Η σκηνοθεσία κινήθηκε σέ ρυθμούς γρήγορους. Ή παράστασις θά έπαναληφθή καθ' δλην τήν έβδομάδα. (1189, 419, 1355, 507)
listing-name: ΜΙΝΕΡΒΑ (1000, 1369, 1050, 1381)
listing-text: τηλ. 820-150. «Ή κόρη του ήλιου». (1000, 1279, 1182, 1302)
listing-text: τηλ. 816-174. «Η ώραία Ελένη». (1000, 1229, 1182, 1252)
listing-text: τηλ. 512-133. «Ό άγνωστος πόλεμος». (1000, 1546, 1182, 1570)
listing-name: ΚΟΡΩΝΙΣ (1000, 678, 1049, 689)
hospital: Άπό τής 8ης πρωϊνής έφημερεύουν: ΑΧΕΠΑ: Διά παθολογικά καί χειρουργικά. ΑΓ. ΔΗΜΗΤΡΙΟΣ: Διά παιδιατρικά. ΙΠΠΟΚΡΑΤΕΙΟΝ: Διά μαιευτικά καί γυναικολογικά. (417, 1190, 611, 1253)
paragraph: Δέν ήτανε ένα αίσθηματικό φιλί. Ήτανε μιά παρόρμηση άπό έκείνες πού κάποτε φέρνουν τούς άνθρώπους κοντά. Κάτι παράξενο έγινε τότε καί ή Νόρα ένιωσε πώς ό κόσμος γύρω της άλλαζε. Έμεινε γιά λίγο σιωπηλή καί ύστερα είπε: «Πρέπει νά φύγω». (287, 1986, 515, 2074)
lecture-title: Του κ. Θ. ΚΑΡΜΠΙΩΝΗ (1377, 1766, 1506, 1779)
paper-manuscripts: ΧΕΙΡΟΓΡΑΦΑ δημοσιευόμενα ή μή δέν έπιστρέφονται. Δημοσιεύσεις μή έγκεκριμένων δέν έπιστρέφονται. (423, 316, 605, 351)
cinema-winter: ΧΕΙΜΕΡΙΝΟΙ (1056, 794, 1126, 807)
listing-item (1000, 938, 1182, 962)
paper-logo (422, 56, 606, 77)
problem: Άτμόπλοιον άναχωρεί άπό τόν Πειραιά διά τήν Θεσσαλονίκην μέ ταχύτητα 15 μιλίων τήν ώραν. Συγχρόνως άλλο άναχωρεί άπό τήν Θεσσαλονίκην μέ ταχύτητα 12 μιλίων. Πότε καί πού θά συναντηθούν; (417, 900, 611, 987)
listing-name: ΒΕΡΝΤΕΝ (1000, 601, 1051, 613)
paragraph: Έμειναν έτσι γιά πολλή ώρα. Έξω ό άνεμος φύσηξε καί τά κλαδιά χτύπησαν τά τζάμια. Ό Τζών γύρισε άργά καί είπε: «Υπάρχουν πράγματα πού καλύτερα νά μή τά ξέρεις». (287, 2214, 515, 2277)
crossword-down-heading: ΚΑΘΕΤΩΣ (804, 1395, 859, 1408)
concerts-heading: ΑΙ ΣΥΝΑΥΛΙΑΙ (1363, 1351, 1520, 1371)
queen-article (620, 137, 992, 1359)
paragraph: Ε ΙΣ τό τυπογραφείον αύτό, τό παλαιόν, έπανέλαβαν τήν έκδοσιν οί πρόσφυγες έκ Κωνσταντινουπόλεως. Η πόλις ύπήρξε άνέκαθεν φιλόξενος, ή πρώτη μετά την Άθήνα είς τόν τομέα τής πνευματικής κινήσεως, καί ή έμφάνισις νέων περιοδικών και βιβλίων άποτελεί πάντοτε γεγονός πού χαιρετίζεται μέ ένθουσιασμόν άπό τό κοινόν. (49, 400, 404, 464)
listing-item (1000, 1670, 1182, 1693)
listing-text: (Άγ. Παύλος). «Οί μάγοι». (1000, 1670, 1182, 1692)
euthymies-heading: Εύθυμίες (415, 1262, 537, 1288)
paragraph: Μ ΟΥ γράφει άπό την Κατερίνη ο κ. Χρήστος Παπαγιώτης: «Έπί σειρά έτών παρακολουθώ τάς έργασίας διά την διάνοιξιν του νέου δρόμου πρός τήν παραλίαν. Αί έργασίαι προχωρούν μέ βραδύτητα καί οί κάτοικοι άναμένουν μέ ύπομονήν. Παρακαλώ νά γραφή κάτι διά νά κινηθούν οί άρμόδιοι». Μεταφέρομεν τό παράπονον ώς έχει, βέβαιοι δτι θά εύρη άνταπόκρισιν. (49, 788, 404, 864)
listing-name: ΚΑΤΕΡΙΝΑ (1000, 652, 1055, 664)
books-title: Έκλογή βιβλίων (1394, 1074, 1489, 1086)
novel-continued: ΑΥΡΙΟΝ Η ΣΥΝΕΧΕΙΑ (875, 2041, 992, 2053)
listing-text: τηλ. 514-290. «Ό πόλεμος των κόσμων». (1000, 1254, 1182, 1278)
listing-text: τηλ. 73-722. «Έρως καί θάνατος». (1000, 937, 1182, 961)
listing-text: τηλ. 513-180. «Η μεγάλη άπόδρασις». (1000, 1445, 1182, 1469)
paragraph: Τό θέμα του Άντιγου Ντάτσιον ήτο πρωτοσέλιδον είς τόν Τύπον, λόγω τής αύξήσεως των έξόδων του Βασιλικού Οίκου. Τά άνάκτορα χρειάζονται συντήρησιν καί οί δαπάνες αύξάνονται συνεχώς. Η βασίλισσα Έλισάβετ άντιμετωπίζει προβλήματα, άφού τό ποσόν τής έπιχορηγήσεως παραμένει σταθερόν άπό έτών. (620, 324, 801, 462)
listing-text: τηλ. 510-095. «Ή νύχτα του θριάμβου». (1000, 1619, 1182, 1642)
sun-info: Άνατολή ήλίου 5.42, Δύσις 7.51 · Ίούδα του Θαδδαίου, Παϊσίου όσίου, Ζωσίμου μ. · Παρήλθον 170 ήμέραι · Υπολείπονται 195 (1008, 208, 1174, 254)
thessaloniki-title (49, 51, 404, 124)
pharmacy-heading: ΤΑ ΦΑΡΜΑΚΕΙΑ (417, 1026, 611, 1046)
listing-item (1000, 1305, 1182, 1329)
listing-item (1000, 717, 1182, 740)
novel-portrait-woman (57, 1733, 165, 1827)
listing-text: (Συκιές). «Έρωτική ίστορία». (1000, 1644, 1182, 1668)
listing-text: τηλ. 818-353. «Ή χώρα των Φαραώ». (1000, 678, 1182, 701)
paragraph: Τό θέατρο «Ορφέα» έτοιμάζει νέα έπιθεώρησιν μέ τίτλον «Άθήνα-Θεσσαλονίκη». Συμμετέχουν γνωστοί κωμικοί καί ή πρεμιέρα όρίζεται διά τό τέλος του μηνός. (1189, 1593, 1355, 1669)
listing-name: ΒΙΚΤΩΡΙΑ (1000, 1215, 1052, 1227)
paragraph: Ο ΚΑΤΑΛΟΓΟΣ ΤΩΝ ΑΠΟΔΟΧΩΝ. Ό κατάλογος των έξόδων δημοσιεύεται κάθε έτος. Τό 1952 ή Βουλή ένέκρινε ποσόν 475.000 λιρών, τό όποίον έκτοτε δέν ηύξήθη, ένώ ό πληθωρισμός έμείωσε σημαντικώς τήν άγοραστικήν του δύναμιν. (620, 1124, 801, 1224)
novel-kicker: ΕΝΑ ΣΥΓΚΛΟΝΙΣΤΙΚΟ ΜΥΘΙΣΤΟΡΗΜΑ (248, 1729, 668, 1749)
listing-item (1000, 913, 1182, 936)
paragraph: Έμειναν έτσι γιά πολλή ώρα. Έξω ό άνεμος φύσηξε καί τά κλαδιά χτύπησαν τά τζάμια. Ό Τζών γύρισε άργά καί είπε: «Υπάρχουν πράγματα πού καλύτερα νά μή τά ξέρεις». (49, 2078, 277, 2141)
verse-title: Στίχοι πρωτιμής Μακεδονομάχου (417, 1397, 611, 1410)
listing-text: τηλ. 820-130. «Ή ώραία της νύχτας». (1000, 1111, 1182, 1135)
paragraph: «Ποιος σού τό είπε αύτό;» ρώτησε ό Τζών. Ή φωνή του ήταν βραχνή. Πλησίασε τό παράθυρο καί κοίταξε έξω, πρός τή λίμνη. Τά νερά ήσαν ήρεμα σάν καθρέφτης, άλλά εκείνος ήξερε τί έκρυβαν. (527, 2214, 754, 2277)
listing-item (1000, 1370, 1182, 1393)
date-box (1000, 137, 1182, 259)
screenings-heading: ΑΙ ΠΡΟΒΟΛΑΙ (1363, 1648, 1520, 1668)
listing-item (1000, 1189, 1182, 1213)
paragraph: Ή χορωδία του Συλλόγου θά έμφανισθή είς τήν αίθουσαν τής Ε.Μ.Σ. μέ πρόγραμμα έλληνικών τραγουδιών καί έργων Ευρωπαίων συνθετών. (1363, 1513, 1520, 1576)
problem-heading: ΤΟ ΠΡΟΒΛΗΜΑ (417, 854, 607, 878)
screening-title: Του ΕΛ.ΚΕ.ΠΑ. (1399, 1672, 1484, 1685)
listing-item (1000, 1112, 1182, 1136)
listing-name: ΑΥΛΑΙΑ (1000, 312, 1041, 324)
paragraph: Έμειναν έτσι γιά πολλή ώρα. Έξω ό άνεμος φύσηξε καί τά κλαδιά χτύπησαν τά τζάμια. Ό Τζών γύρισε άργά καί είπε: «Υπάρχουν πράγματα πού καλύτερα νά μή τά ξέρεις». (765, 1905, 992, 1969)
crossword-title: ΤΟ ΣΤΑΥΡΟΛΕΞΟΝ (656, 1357, 956, 1387)
listing-name: ΑΚΡΙΤΑΣ (1000, 1644, 1046, 1656)
listing-item (1000, 1061, 1182, 1085)
article-title: Άλ. Βουγιουκλάκη (1381, 183, 1502, 198)
paper-offices: ΓΡΑΦΕΙΑ: ΘΕΣΣΑΛΟΝΙΚΗ Μοναστηρίου 67 και Μεγάλου Άλεξάνδρου 77, Τηλέφωνον κέντρου 521-61. ΑΘΗΝΑΙ: Μητροπόλεως 1, Τηλέφωνα 230-194, 231-163 και 233-835. (425, 200, 603, 269)
paragraph: Η θίασος Άλίκης Βουγιουκλάκη-Δημ. Παπαμιχαήλ έπανέρχεται είς τήν πόλιν μας μετά άπό μεγάλην περιοδείαν. Θά παρουσιάση τήν έπιτυχημένη κωμωδία πού έκαμε πάταγον είς τήν πρωτεύουσαν. (1363, 201, 1520, 302)
listing-name: ΑΚΡΟΠΟΛΙΣ (1000, 1670, 1065, 1682)
paragraph: Ό θίασος Καρέζη-Καζάκου θά δώση είς τήν Θεσσαλονίκην σειράν παραστάσεων άπό τάς 22 Ιουνίου. Τό πρόγραμμα περιλαμβάνει έργα κλασσικού καί σύγχρονου ρεπερτορίου. (1189, 902, 1355, 978)
listing-name: ΑΤΤΙΚΟΝ (1000, 1189, 1048, 1201)
listing-name: ΑΡΙΑ (1000, 1137, 1026, 1148)
listing-name: ΑΝΝΑ (1000, 576, 1032, 587)
chorus-title: Τής Σ. Πολ. Σχωρίδη (1383, 1496, 1500, 1509)
listing-name: ΑΛΚΥΩΝ (1000, 1619, 1046, 1631)
paragraph: Αύτοφυείς είς τήν έκθεσιν έργων μαθητών του Πειραματικού Σχολείου θά παρουσιάσουν ζωγραφικά καί γλυπτά έργα. Η έκθεσις θά παραμείνη άνοικτή μέχρι τής 30 Ιουνίου. (1363, 452, 1520, 540)
hospital-heading: ΝΟΣΟΚΟΜΕΙΑ (417, 1167, 611, 1187)
listing-text: (ΧΑΝΘ). «Τζέημς Μποντ». (1000, 627, 1182, 650)
listing-item (1000, 1176, 1182, 1187)
paragraph: Ό θίασος Καρέζη-Καζάκου θά δώση είς τήν Θεσσαλονίκην σειράν παραστάσεων άπό τάς 22 Ιουνίου. Τό πρόγραμμα περιλαμβάνει έργα κλασσικού καί σύγχρονου ρεπερτορίου. (1189, 1062, 1355, 1137)
paragraph: Τό θέμα του Άντιγου Ντάτσιον ήτο πρωτοσέλιδον είς τόν Τύπον, λόγω τής αύξήσεως των έξόδων του Βασιλικού Οίκου. Τά άνάκτορα χρειάζονται συντήρησιν καί οί δαπάνες αύξάνονται συνεχώς. Η βασίλισσα Έλισάβετ άντιμετωπίζει προβλήματα, άφού τό ποσόν τής έπιχορηγήσεως παραμένει σταθερόν άπό έτών. (620, 467, 801, 605)
paragraph: Η Κρατική Όρχήστρα Θεσσαλονίκης θά δώση τήν τελευταίαν συναυλίαν τής περιόδου είς τό Βασιλικόν Θέατρον. Θά διευθύνη ό κ. Σόλων Μιχαηλίδης. Πρόγραμμα: Μπετόβεν, Σούμαν, Ράβελ. (1363, 1391, 1520, 1491)
listing-name: ΑΓΓΕΛΙΚΑ (1000, 811, 1053, 823)
geras-title: Τής Ε. Βασ. Γερασίμου (1377, 906, 1506, 919)
listing-text: τηλ. 821-590. «Οί γενναίοι του Βορρά». (1000, 1086, 1182, 1109)
paragraph: ΠΛΗΡΟΦΟΡΙΑΙ από τό Σουδάν διά τούς Έλληνας, δπως καί γενικώτερον διά τούς Ξένους, δέν είναι καθόλου εύχάριστες. Έλληνες καί περισσότεροι Ξένοι έγκαταλείπουν τή χώρα, δπου ή κατάστασις δυσκολεύει μέρα μέ τή μέρα, ένώ έπιβάλλονται νέα μέτρα καί περιορισμοί είς βάρος των. Τό φαινόμενον δέν είναι νέον είς τάς νέας χώρας τής Άφρικής, δπου ή πολιτική μεταβολή έφερε και οικονομικάς άναστατώσεις. (49, 222, 404, 310)
critic-title: Κριτική θεάτρου (1217, 203, 1327, 218)
listing-name: ΘΕΑΜΑ (1000, 1304, 1039, 1316)
theaters-subheading: ΤΑ ΘΕΑΤΡΑ (1000, 291, 1182, 308)
poem-title: ΓΡΙΕΣ ΚΑΙ ΝΙΕΣ (471, 392, 557, 405)
listing-name: ΦΑΡΓΑΝΗ (1000, 988, 1053, 1000)
anecdote-title: ΠΡΟΤΙΜΗΣΙΣ (478, 667, 550, 680)
listing-item (1000, 836, 1182, 860)
